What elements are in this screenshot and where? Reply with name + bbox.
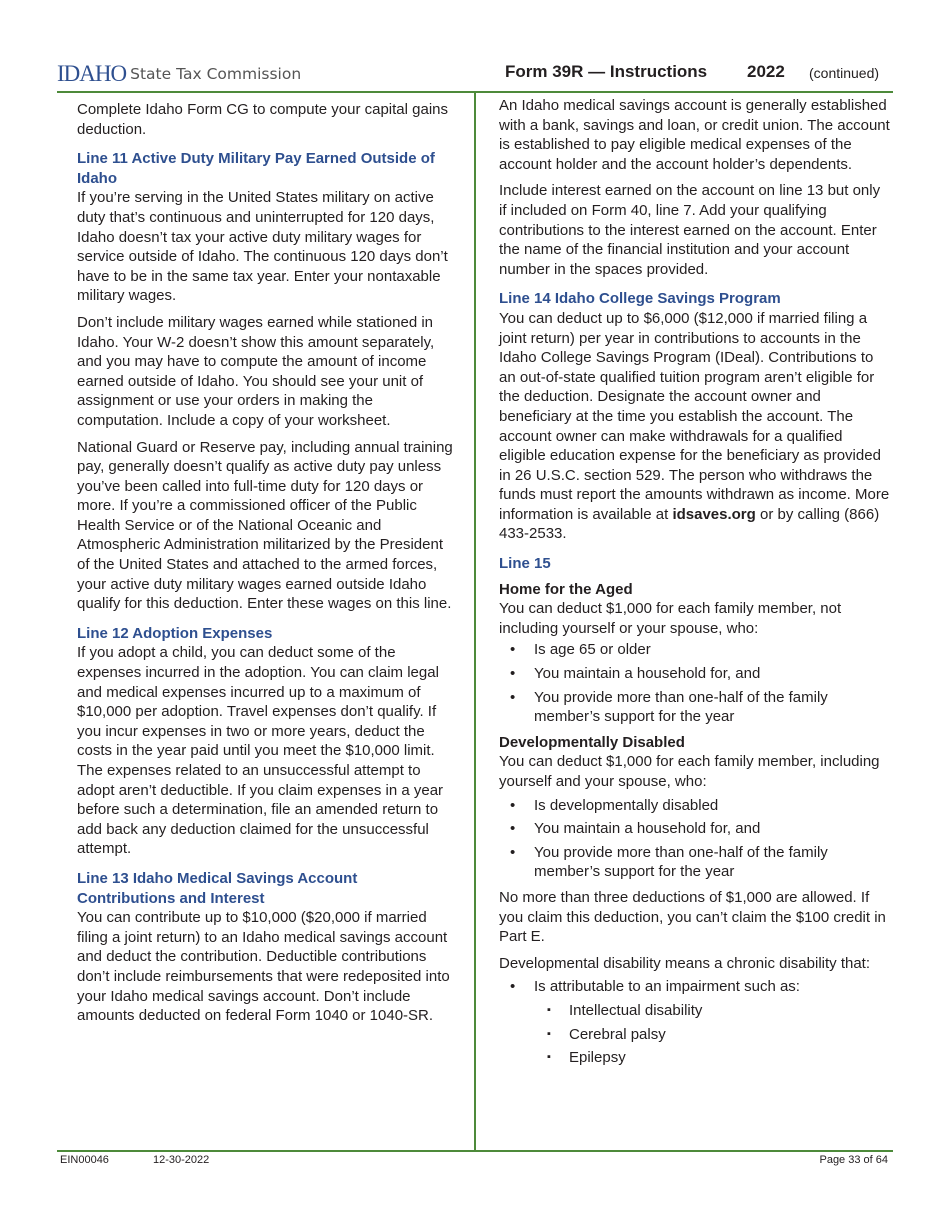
right-column [499,96,891,1074]
line-11-heading: Line 11 Active Duty Military Pay Earned Outside of Idaho [77,150,435,187]
intro-paragraph: Complete Idaho Form CG to compute your capital gains deduction. [77,101,449,138]
bullet-icon: • [510,665,516,683]
form-title: Form 39R — Instructions [505,62,708,81]
line-14-text-b: or by calling (866) 433-2533. [499,505,880,543]
aged-heading: Home for the Aged [499,580,633,598]
definition-paragraph: Developmental disability means a chronic disability that: [499,954,871,972]
list-item: ▪ Epilepsy [547,1049,626,1067]
page-header [57,56,893,92]
small-bullet-icon: ▪ [547,1051,551,1064]
list-item: • You provide more than one-half of the family member’s support for the year [510,843,828,881]
line-14-heading: Line 14 Idaho College Savings Program [499,290,781,308]
dd-heading: Developmentally Disabled [499,733,685,751]
msa-paragraph-1: An Idaho medical savings account is generally established with a bank, savings and loan, or credit union. The account is established to pay eligible medical expenses of the account holder and the account holder’s dependents. [499,97,890,173]
small-bullet-icon: ▪ [547,1003,551,1016]
impairment-list [534,1001,891,1068]
line-13-paragraph: You can contribute up to $10,000 ($20,000 if married filing a joint return) to an Idaho medical savings account and deduct the contribution. Deductible contributions don’t include reimbursements that were redeposited into your Idaho medical savings account. Don’t include amounts deducted on federal Form 1040 or 1040-SR. [77,909,450,1025]
idsaves-link[interactable]: idsaves.org [672,505,756,523]
bullet-icon: • [510,688,516,706]
list-item: • You provide more than one-half of the family member’s support for the year [510,688,828,726]
line-12-paragraph: If you adopt a child, you can deduct some of the expenses incurred in the adoption. You can claim legal and medical expenses incurred up to a maximum of $10,000 per adoption. Travel expenses don’t qualify. If you incur expenses in two or more years, deduct the costs in the year paid until you meet the $10,000 limit. The expenses related to an unsuccessful attempt to adopt aren’t deductible. If you claim expenses in a year before such a determination, file an amended return to add back any deduction claimed for the unsuccessful attempt. [77,644,444,858]
document-id: EIN00046 [60,1154,109,1166]
line-11-paragraph-1: If you’re serving in the United States military on active duty that’s continuous and uninterrupted for 120 days, Idaho doesn’t tax your active duty military wages for service outside of Idaho. The continuous 120 days don’t have to be in the same tax year. Enter your nontaxable military wages. [77,189,448,305]
line-15-heading: Line 15 [499,555,551,573]
logo-text: State Tax Commission [130,65,302,83]
definition-list [499,977,891,1067]
logo-mark: IDAHO [57,61,127,86]
msa-paragraph-2: Include interest earned on the account on line 13 but only if included on Form 40, line 7. Add your qualifying contributions to the interest earned on the account. Enter the name of the financial institution and your account number in the spaces provided. [499,182,881,278]
line-12-heading: Line 12 Adoption Expenses [77,624,273,642]
limit-paragraph: No more than three deductions of $1,000 are allowed. If you claim this deduction, you can’t claim the $100 credit in Part E. [499,888,886,946]
list-item: • Is age 65 or older [510,641,651,659]
aged-list [499,640,891,726]
line-14-text-a: You can deduct up to $6,000 ($12,000 if married filing a joint return) per year in contributions to accounts in the Idaho College Savings Program (IDeal). Contributions to an out-of-state qualified tuition program aren’t eligible for the deduction. Designate the account owner and beneficiary at the time you establish the account. The account owner can make withdrawals for a qualified eligible education expense for the beneficiary as provided in 26 U.S.C. section 529. The person who withdraws the funds must report the amounts withdrawn as income. More information is available at [499,309,890,523]
bullet-icon: • [510,843,516,861]
idaho-logo [57,62,301,86]
bullet-icon: • [510,641,516,659]
left-column [77,96,455,1033]
document-date: 12-30-2022 [153,1154,210,1166]
list-item: • Is attributable to an impairment such as: ▪ Intellectual disability ▪ Cerebral palsy ▪ Epilepsy [499,977,891,1067]
page-number: Page 33 of 64 [819,1154,888,1166]
line-13-heading: Line 13 Idaho Medical Savings Account Contributions and Interest [77,869,358,907]
form-year: 2022 [747,62,785,81]
small-bullet-icon: ▪ [547,1027,551,1040]
dd-intro: You can deduct $1,000 for each family member, including yourself and your spouse, who: [499,753,880,790]
line-11-paragraph-2: Don’t include military wages earned while stationed in Idaho. Your W-2 doesn’t show this amount separately, and you may have to compute the amount of income earned outside of Idaho. You should see your unit of assignment or use your orders in making the computation. Include a copy of your worksheet. [77,313,435,429]
dd-list [499,796,891,882]
list-item: ▪ Intellectual disability [547,1001,703,1019]
continued-label: (continued) [809,65,880,81]
bullet-icon: • [510,978,516,996]
column-divider [474,92,476,1151]
footer-rule [57,1150,893,1152]
list-item: ▪ Cerebral palsy [547,1025,666,1043]
bullet-icon: • [510,796,516,814]
line-14-paragraph [499,309,891,544]
list-item: • Is developmentally disabled [510,796,719,814]
aged-intro: You can deduct $1,000 for each family member, not including yourself or your spouse, who: [499,600,842,637]
bullet-icon: • [510,820,516,838]
list-item: • You maintain a household for, and [510,820,761,838]
list-item: • You maintain a household for, and [510,665,761,683]
line-11-paragraph-3: National Guard or Reserve pay, including annual training pay, generally doesn’t qualify as active duty pay unless you’ve been called into full-time duty for 120 days or more. If you’re a commissioned officer of the Public Health Service or of the National Oceanic and Atmospheric Administration militarized by the President of the United States and attached to the armed forces, your active duty military wages earned outside Idaho qualify for this deduction. Enter these wages on this line. [77,438,453,613]
